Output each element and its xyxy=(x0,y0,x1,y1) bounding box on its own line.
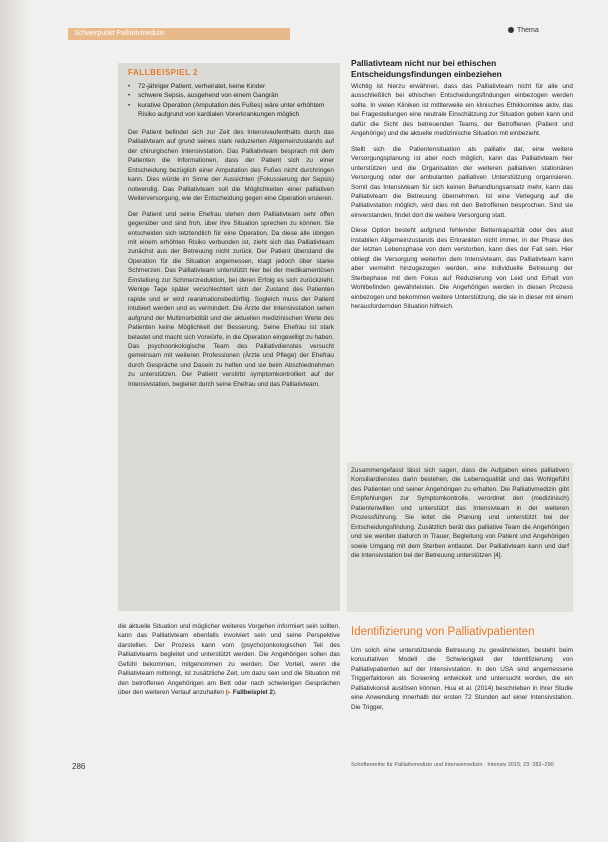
page-number: 286 xyxy=(72,762,86,771)
thema-text: Thema xyxy=(517,27,539,34)
running-footer: Schriftenreihe für Palliativmedizin und Intensivmedizin · Intensiv 2015; 23: 282–290 xyxy=(351,762,554,768)
left-paragraph xyxy=(118,622,340,698)
page-gutter-shadow xyxy=(0,0,30,842)
case-paragraph: Der Patient und seine Ehefrau stehen dem Palliativteam sehr offen gegenüber und sind froh, über ihre Situation sprechen zu können. Sie entscheiden sich letztendlich für eine Operation. Da diese alle übrigen mit einem erhöhten Risiko verbunden ist, zieht sich das Palliativteam zunächst aus der Betreuung nicht zurück. Der Patient überstand die Operation für die Situation angemessen, klagt jedoch über starke Schmerzen. Das Palliativteam unterstützt hier bei der medikamentösen Einstellung zur Schmerzreduktion, bei deren Erfolg es sich zurückzieht. Wenige Tage später verschlechtert sich der Zustand des Patienten rapide und er wird reanimationsbedürftig. Sogleich muss der Patient intubiert werden und es vermindert. Die Ärzte der Intensivstation sehen aufgrund der Multimorbidität und der aktuellen medizinischen Werte des Patienten keine Möglichkeit der Besserung. Seine Ehefrau ist stark belastet und macht sich Vorwürfe, in die Operation eingewilligt zu haben. Das psychoonkologische Team des Palliativdienstes versucht gemeinsam mit weiteren Professionen (Ärzte und Pflege) der Ehefrau durch Gespräche und Dasein zu helfen und sie beim Abschiednehmen zu unterstützen. Der Patient verstirbt symptomkontrolliert auf der Intensivstation, begleitet durch seine Ehefrau und das Palliativteam. xyxy=(128,210,334,388)
case-example-title: FALLBEISPIEL 2 xyxy=(128,68,198,77)
right-paragraph: Wichtig ist hierzu erwähnen, dass das Palliativteam nicht für alle und ausschließlich bei ethischen Entscheidungsfindungen einbezogen werden sollte. In vielen Kliniken ist mittlerweile ein klinisches Ethikkomitee aktiv, das bei Fragestellungen eine neutrale Einschätzung zur Situation geben kann und dafür die Sicht des betreuenden Teams, der Betroffenen (Patient und Angehörige) und die aktuelle medizinische Situation mit einbezieht. xyxy=(351,83,573,138)
arrow-icon: ▸ xyxy=(227,689,233,697)
right-paragraph: Stellt sich die Patientensituation als palliativ dar, eine weitere Versorgungsplanung ist aber noch möglich, kann das Palliativteam hier unterstützen und die Organisation der weiteren palliativen stationären Versorgung oder der ambulanten palliativen Unterstützung organisieren. Somit das Intensivteam für sich keinen Behandlungsansatz mehr, kann das Palliativteam die Betreuung übernehmen. Ist eine Verlegung auf die Palliativstation möglich, wird dies mit den Betroffenen besprochen. Sind sie einverstanden, findet dort die weitere Versorgung statt. xyxy=(351,145,573,219)
section-header-band xyxy=(68,28,290,40)
right-heading: Palliativteam nicht nur bei ethischen Entscheidungsfindungen einbeziehen xyxy=(351,58,502,79)
left-paragraph-text: die aktuelle Situation und möglicher weiteres Vorgehen informiert sein sollten, kann das Palliativteam ebenfalls involviert sein und seine Perspektive darstellen. Der Prozess kann vom (psycho)onkologischen Teil des Palliativteams begleitet und unterstützt werden. Die Angehörigen sollen das Gefühl bekommen, mitgenommen zu werden. Der Vorteil, wenn die Palliativteam mitbringt, ist zusätzliche Zeit, um dazu sein und die Situation mit den betroffenen Angehörigen am Bett oder nach schwierigen Gesprächen über den weiteren Verlauf anzuhalten ( xyxy=(118,623,340,697)
summary-paragraph: Zusammengefasst lässt sich sagen, dass die Aufgaben eines palliativen Konsiliardienstes darin bestehen, die Lebensqualität und das Wohlgefühl des Patienten und seiner Angehörigen zu erhalten. Die Palliativmedizin gibt Empfehlungen zur Symptomkontrolle, verordnet den (medizinisch) Patientenwillen und unterstützt das Intensivteam in der weiteren Prozessführung. Sie leitet die Planung und unterstützt bei der Entscheidungsfindung. Zusätzlich berät das palliative Team die Angehörigen und sie werden dadurch in Trauer, Begleitung von Patient und Angehörigen sowie Umgang mit dem Sterben entlastet. Der Palliativteam kann und darf die Intensivstation bei der Betreuung unterstützen [4]. xyxy=(351,467,569,560)
right-column-body-1 xyxy=(351,82,573,317)
case-bullet: • schwere Sepsis, ausgehend von einem Gangrän xyxy=(128,91,333,100)
right-paragraph: Diese Option besteht aufgrund fehlender Bettenkapazität oder des akut instabilen Allgemeinzustands des Erkrankten nicht immer, in der Phase des der letzten Lebensphase von dem verstorben, kann dies der Fall sein. Hier obliegt die Versorgung weiterhin dem Intensivteam, das Palliativteam kann aber vermehrt hinzugezogen werden, eine individuelle Betreuung der Sterbephase mit dem Fokus auf Reduzierung von Leid und Erhalt von Wohlbefinden gewährleisten. Die Angehörigen werden in diesen Prozess einbezogen und bekommen weitere Unterstützung, die sie in dieser mit einem herausfordernden Situation hilfreich. xyxy=(351,227,573,310)
left-paragraph-end: ). xyxy=(272,689,277,697)
right-column-body-2 xyxy=(351,646,573,718)
section-header-text: Schwerpunkt Palliativmedizin xyxy=(74,30,165,37)
case-bullet: • 72-jähriger Patient, verheiratet, keine Kinder xyxy=(128,82,333,91)
bullet-icon xyxy=(508,27,514,33)
right-paragraph: Um solch eine unterstützende Betreuung zu gewährleisten, besteht beim konsultativen Modell die Schwierigkeit der Identifizierung von Palliativpatienten auf der Intensivstation. In den USA sind angemessene Triggerfaktoren als Screening entwickelt und untersucht worden, die ein Palliativkonsil auslösen können. Hua et al. (2014) beschrieben in ihrer Studie eine Anwendung innerhalb der ersten 72 Stunden auf einer Intensivstation. Die Trigger, xyxy=(351,647,573,711)
section-heading: Identifizierung von Palliativpatienten xyxy=(351,626,535,638)
case-bullet-list xyxy=(128,82,333,120)
left-column-body xyxy=(118,622,340,704)
case-bullet: • kurative Operation (Amputation des Fußes) wäre unter erhöhtem Risiko aufgrund von kardialen Vorerkrankungen möglich xyxy=(128,101,333,120)
case-reference: Fallbeispiel 2 xyxy=(232,689,273,697)
thema-label xyxy=(508,27,539,34)
case-paragraph: Der Patient befindet sich zur Zeit des Intensivaufenthalts durch das Palliativteam auf grund seines stark reduzierten Allgemeinzustands auf der chirurgischen Intensivstation. Das Palliativteam besprach mit dem Patienten die Informationen, dass der Patient sich zu einer Entscheidung bezüglich einer Amputation des Fußes nicht durchringen kann. Dies würde im Sinne der Aussichten (Fokussierung der Sepsis) notwendig. Das Palliativteam soll die Möglichkeiten einer palliativen Weiterversorgung, wie der Entscheidung gegen eine Operation eruieren. xyxy=(128,129,334,203)
summary-box-body xyxy=(351,466,569,567)
case-example-body xyxy=(128,128,334,395)
